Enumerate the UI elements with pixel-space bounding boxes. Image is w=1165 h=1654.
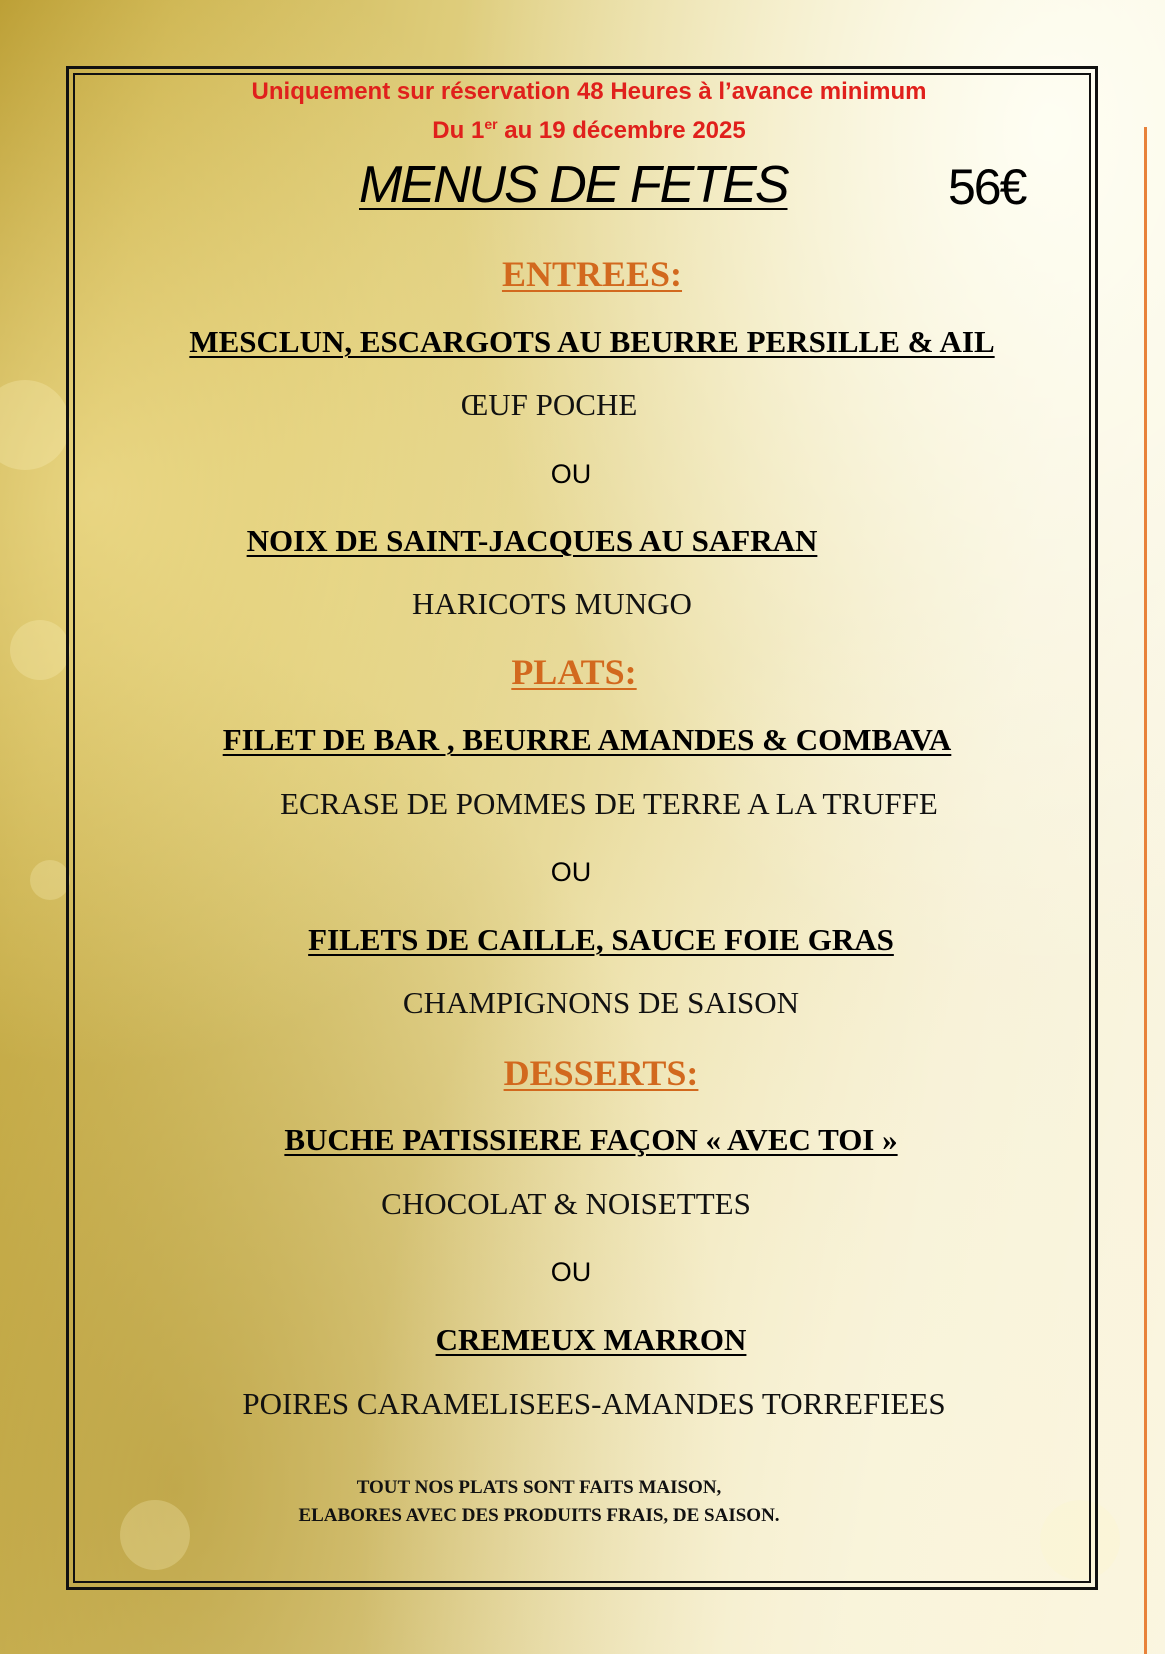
reservation-notice: Uniquement sur réservation 48 Heures à l’avance minimum [251,78,927,105]
section-heading-entrees: ENTREES: [501,254,683,294]
plat-separator: OU [550,857,592,887]
plat-option-2: FILETS DE CAILLE, SAUCE FOIE GRAS [308,922,894,957]
footer-line-2: ELABORES AVEC DES PRODUITS FRAIS, DE SAISON. [298,1505,780,1526]
date-range-suffix: au 19 décembre 2025 [497,117,746,144]
entree-separator: OU [550,459,592,489]
date-range-prefix: Du 1 [432,117,485,144]
dessert-option-2: CREMEUX MARRON [435,1322,747,1357]
entree-option-2-garnish: HARICOTS MUNGO [412,586,692,621]
dessert-separator: OU [550,1257,592,1287]
right-accent-rule [1144,127,1147,1654]
plat-option-1-garnish: ECRASE DE POMMES DE TERRE A LA TRUFFE [280,786,938,821]
dessert-option-1: BUCHE PATISSIERE FAÇON « AVEC TOI » [284,1122,898,1157]
date-range-ordinal: er [484,116,498,132]
section-heading-desserts: DESSERTS: [503,1053,699,1093]
bokeh-light [10,620,70,680]
entree-option-1-garnish: ŒUF POCHE [460,387,638,422]
menu-price: 56€ [948,159,1026,215]
entree-option-2: NOIX DE SAINT-JACQUES AU SAFRAN [246,523,818,558]
entree-option-1: MESCLUN, ESCARGOTS AU BEURRE PERSILLE & AIL [189,324,995,359]
plat-option-1: FILET DE BAR , BEURRE AMANDES & COMBAVA [222,722,952,757]
plat-option-2-garnish: CHAMPIGNONS DE SAISON [402,985,800,1020]
date-range [80,116,1098,145]
dessert-option-2-garnish: POIRES CARAMELISEES-AMANDES TORREFIEES [242,1386,946,1421]
dessert-option-1-garnish: CHOCOLAT & NOISETTES [381,1186,751,1221]
footer-line-1: TOUT NOS PLATS SONT FAITS MAISON, [356,1477,722,1498]
section-heading-plats: PLATS: [511,652,637,692]
page-title: MENUS DE FETES [359,156,788,214]
